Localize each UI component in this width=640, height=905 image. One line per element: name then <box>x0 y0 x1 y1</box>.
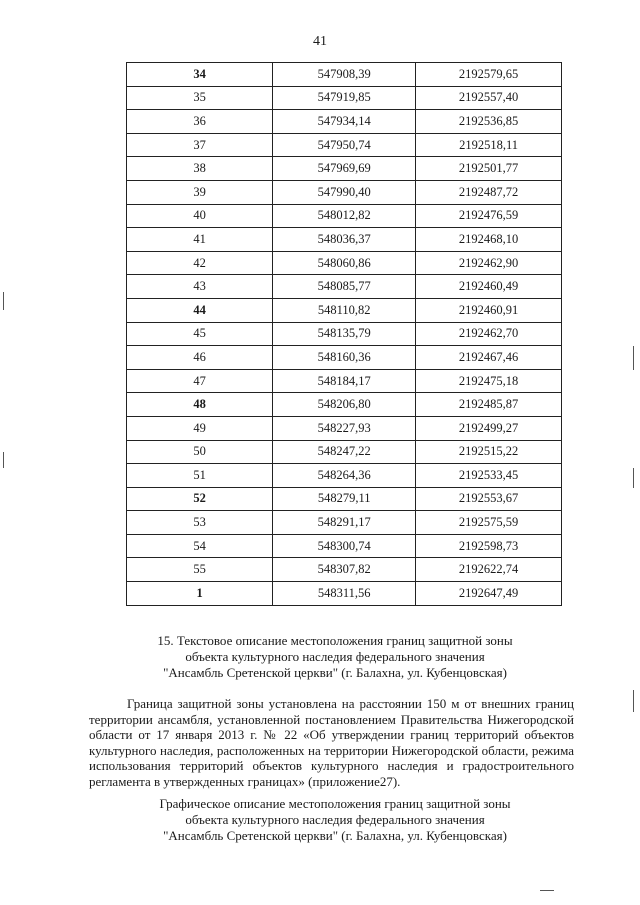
table-row <box>127 346 562 370</box>
y-coordinate-cell: 2192475,18 <box>416 369 562 393</box>
x-coordinate-cell: 548247,22 <box>273 440 416 464</box>
x-coordinate-cell: 547919,85 <box>273 86 416 110</box>
table-row <box>127 157 562 181</box>
table-row <box>127 534 562 558</box>
section-heading <box>100 633 570 681</box>
page-number: 41 <box>313 34 327 49</box>
table-row <box>127 228 562 252</box>
point-number-cell: 48 <box>127 393 273 417</box>
x-coordinate-cell: 548279,11 <box>273 487 416 511</box>
x-coordinate-cell: 547950,74 <box>273 133 416 157</box>
table-row <box>127 275 562 299</box>
y-coordinate-cell: 2192468,10 <box>416 228 562 252</box>
y-coordinate-cell: 2192647,49 <box>416 582 562 606</box>
y-coordinate-cell: 2192557,40 <box>416 86 562 110</box>
y-coordinate-cell: 2192462,70 <box>416 322 562 346</box>
x-coordinate-cell: 548135,79 <box>273 322 416 346</box>
point-number-cell: 39 <box>127 180 273 204</box>
graphic-heading-line: объекта культурного наследия федерального значения <box>185 812 485 827</box>
table-row <box>127 511 562 535</box>
x-coordinate-cell: 548206,80 <box>273 393 416 417</box>
y-coordinate-cell: 2192501,77 <box>416 157 562 181</box>
y-coordinate-cell: 2192575,59 <box>416 511 562 535</box>
x-coordinate-cell: 548085,77 <box>273 275 416 299</box>
table-row <box>127 393 562 417</box>
point-number-cell: 1 <box>127 582 273 606</box>
point-number-cell: 37 <box>127 133 273 157</box>
table-row <box>127 487 562 511</box>
table-row <box>127 251 562 275</box>
x-coordinate-cell: 548060,86 <box>273 251 416 275</box>
x-coordinate-cell: 547934,14 <box>273 110 416 134</box>
table-row <box>127 133 562 157</box>
point-number-cell: 55 <box>127 558 273 582</box>
table-row <box>127 440 562 464</box>
table-row <box>127 180 562 204</box>
x-coordinate-cell: 547908,39 <box>273 63 416 87</box>
y-coordinate-cell: 2192553,67 <box>416 487 562 511</box>
table-row <box>127 63 562 87</box>
coordinates-table-body <box>127 63 562 606</box>
section-heading-line: 15. Текстовое описание местоположения границ защитной зоны <box>157 633 513 648</box>
table-row <box>127 110 562 134</box>
table-row <box>127 369 562 393</box>
y-coordinate-cell: 2192476,59 <box>416 204 562 228</box>
y-coordinate-cell: 2192533,45 <box>416 464 562 488</box>
point-number-cell: 40 <box>127 204 273 228</box>
x-coordinate-cell: 548311,56 <box>273 582 416 606</box>
y-coordinate-cell: 2192462,90 <box>416 251 562 275</box>
scan-artifact <box>3 452 4 468</box>
point-number-cell: 43 <box>127 275 273 299</box>
table-row <box>127 582 562 606</box>
x-coordinate-cell: 548307,82 <box>273 558 416 582</box>
point-number-cell: 47 <box>127 369 273 393</box>
body-paragraph: Граница защитной зоны установлена на расстоянии 150 м от внешних границ территории ансамбля, установленной постановлением Правительства Нижегородской области от 17 января 2013 г. № 22 «Об утверждении границ территорий объектов культурного наследия, расположенных на территории Нижегородской области, режима использования территорий объектов культурного наследия и градостроительного регламента в утвержденных границах» (приложение27). <box>89 696 574 789</box>
x-coordinate-cell: 548184,17 <box>273 369 416 393</box>
y-coordinate-cell: 2192598,73 <box>416 534 562 558</box>
x-coordinate-cell: 548300,74 <box>273 534 416 558</box>
table-row <box>127 86 562 110</box>
table-row <box>127 416 562 440</box>
y-coordinate-cell: 2192467,46 <box>416 346 562 370</box>
x-coordinate-cell: 548264,36 <box>273 464 416 488</box>
table-row <box>127 204 562 228</box>
y-coordinate-cell: 2192622,74 <box>416 558 562 582</box>
point-number-cell: 36 <box>127 110 273 134</box>
point-number-cell: 35 <box>127 86 273 110</box>
point-number-cell: 38 <box>127 157 273 181</box>
point-number-cell: 49 <box>127 416 273 440</box>
y-coordinate-cell: 2192460,91 <box>416 298 562 322</box>
point-number-cell: 53 <box>127 511 273 535</box>
x-coordinate-cell: 547969,69 <box>273 157 416 181</box>
point-number-cell: 52 <box>127 487 273 511</box>
point-number-cell: 45 <box>127 322 273 346</box>
section-heading-line: объекта культурного наследия федерального значения <box>185 649 485 664</box>
point-number-cell: 44 <box>127 298 273 322</box>
table-row <box>127 322 562 346</box>
y-coordinate-cell: 2192536,85 <box>416 110 562 134</box>
x-coordinate-cell: 547990,40 <box>273 180 416 204</box>
point-number-cell: 41 <box>127 228 273 252</box>
point-number-cell: 34 <box>127 63 273 87</box>
x-coordinate-cell: 548110,82 <box>273 298 416 322</box>
y-coordinate-cell: 2192515,22 <box>416 440 562 464</box>
x-coordinate-cell: 548012,82 <box>273 204 416 228</box>
y-coordinate-cell: 2192579,65 <box>416 63 562 87</box>
x-coordinate-cell: 548036,37 <box>273 228 416 252</box>
scan-artifact <box>540 890 554 891</box>
section-heading-line: "Ансамбль Сретенской церкви" (г. Балахна, ул. Кубенцовская) <box>163 665 507 680</box>
graphic-heading-line: Графическое описание местоположения границ защитной зоны <box>159 796 511 811</box>
x-coordinate-cell: 548160,36 <box>273 346 416 370</box>
y-coordinate-cell: 2192499,27 <box>416 416 562 440</box>
table-row <box>127 298 562 322</box>
y-coordinate-cell: 2192518,11 <box>416 133 562 157</box>
y-coordinate-cell: 2192460,49 <box>416 275 562 299</box>
point-number-cell: 50 <box>127 440 273 464</box>
point-number-cell: 51 <box>127 464 273 488</box>
scan-artifact <box>3 292 4 310</box>
graphic-heading-line: "Ансамбль Сретенской церкви" (г. Балахна, ул. Кубенцовская) <box>163 828 507 843</box>
x-coordinate-cell: 548291,17 <box>273 511 416 535</box>
scan-artifact <box>633 468 634 488</box>
table-row <box>127 558 562 582</box>
coordinates-table <box>126 62 562 606</box>
table-row <box>127 464 562 488</box>
point-number-cell: 46 <box>127 346 273 370</box>
y-coordinate-cell: 2192487,72 <box>416 180 562 204</box>
scan-artifact <box>633 690 634 712</box>
scan-artifact <box>633 346 634 370</box>
x-coordinate-cell: 548227,93 <box>273 416 416 440</box>
point-number-cell: 42 <box>127 251 273 275</box>
graphic-description-heading <box>100 796 570 844</box>
point-number-cell: 54 <box>127 534 273 558</box>
y-coordinate-cell: 2192485,87 <box>416 393 562 417</box>
